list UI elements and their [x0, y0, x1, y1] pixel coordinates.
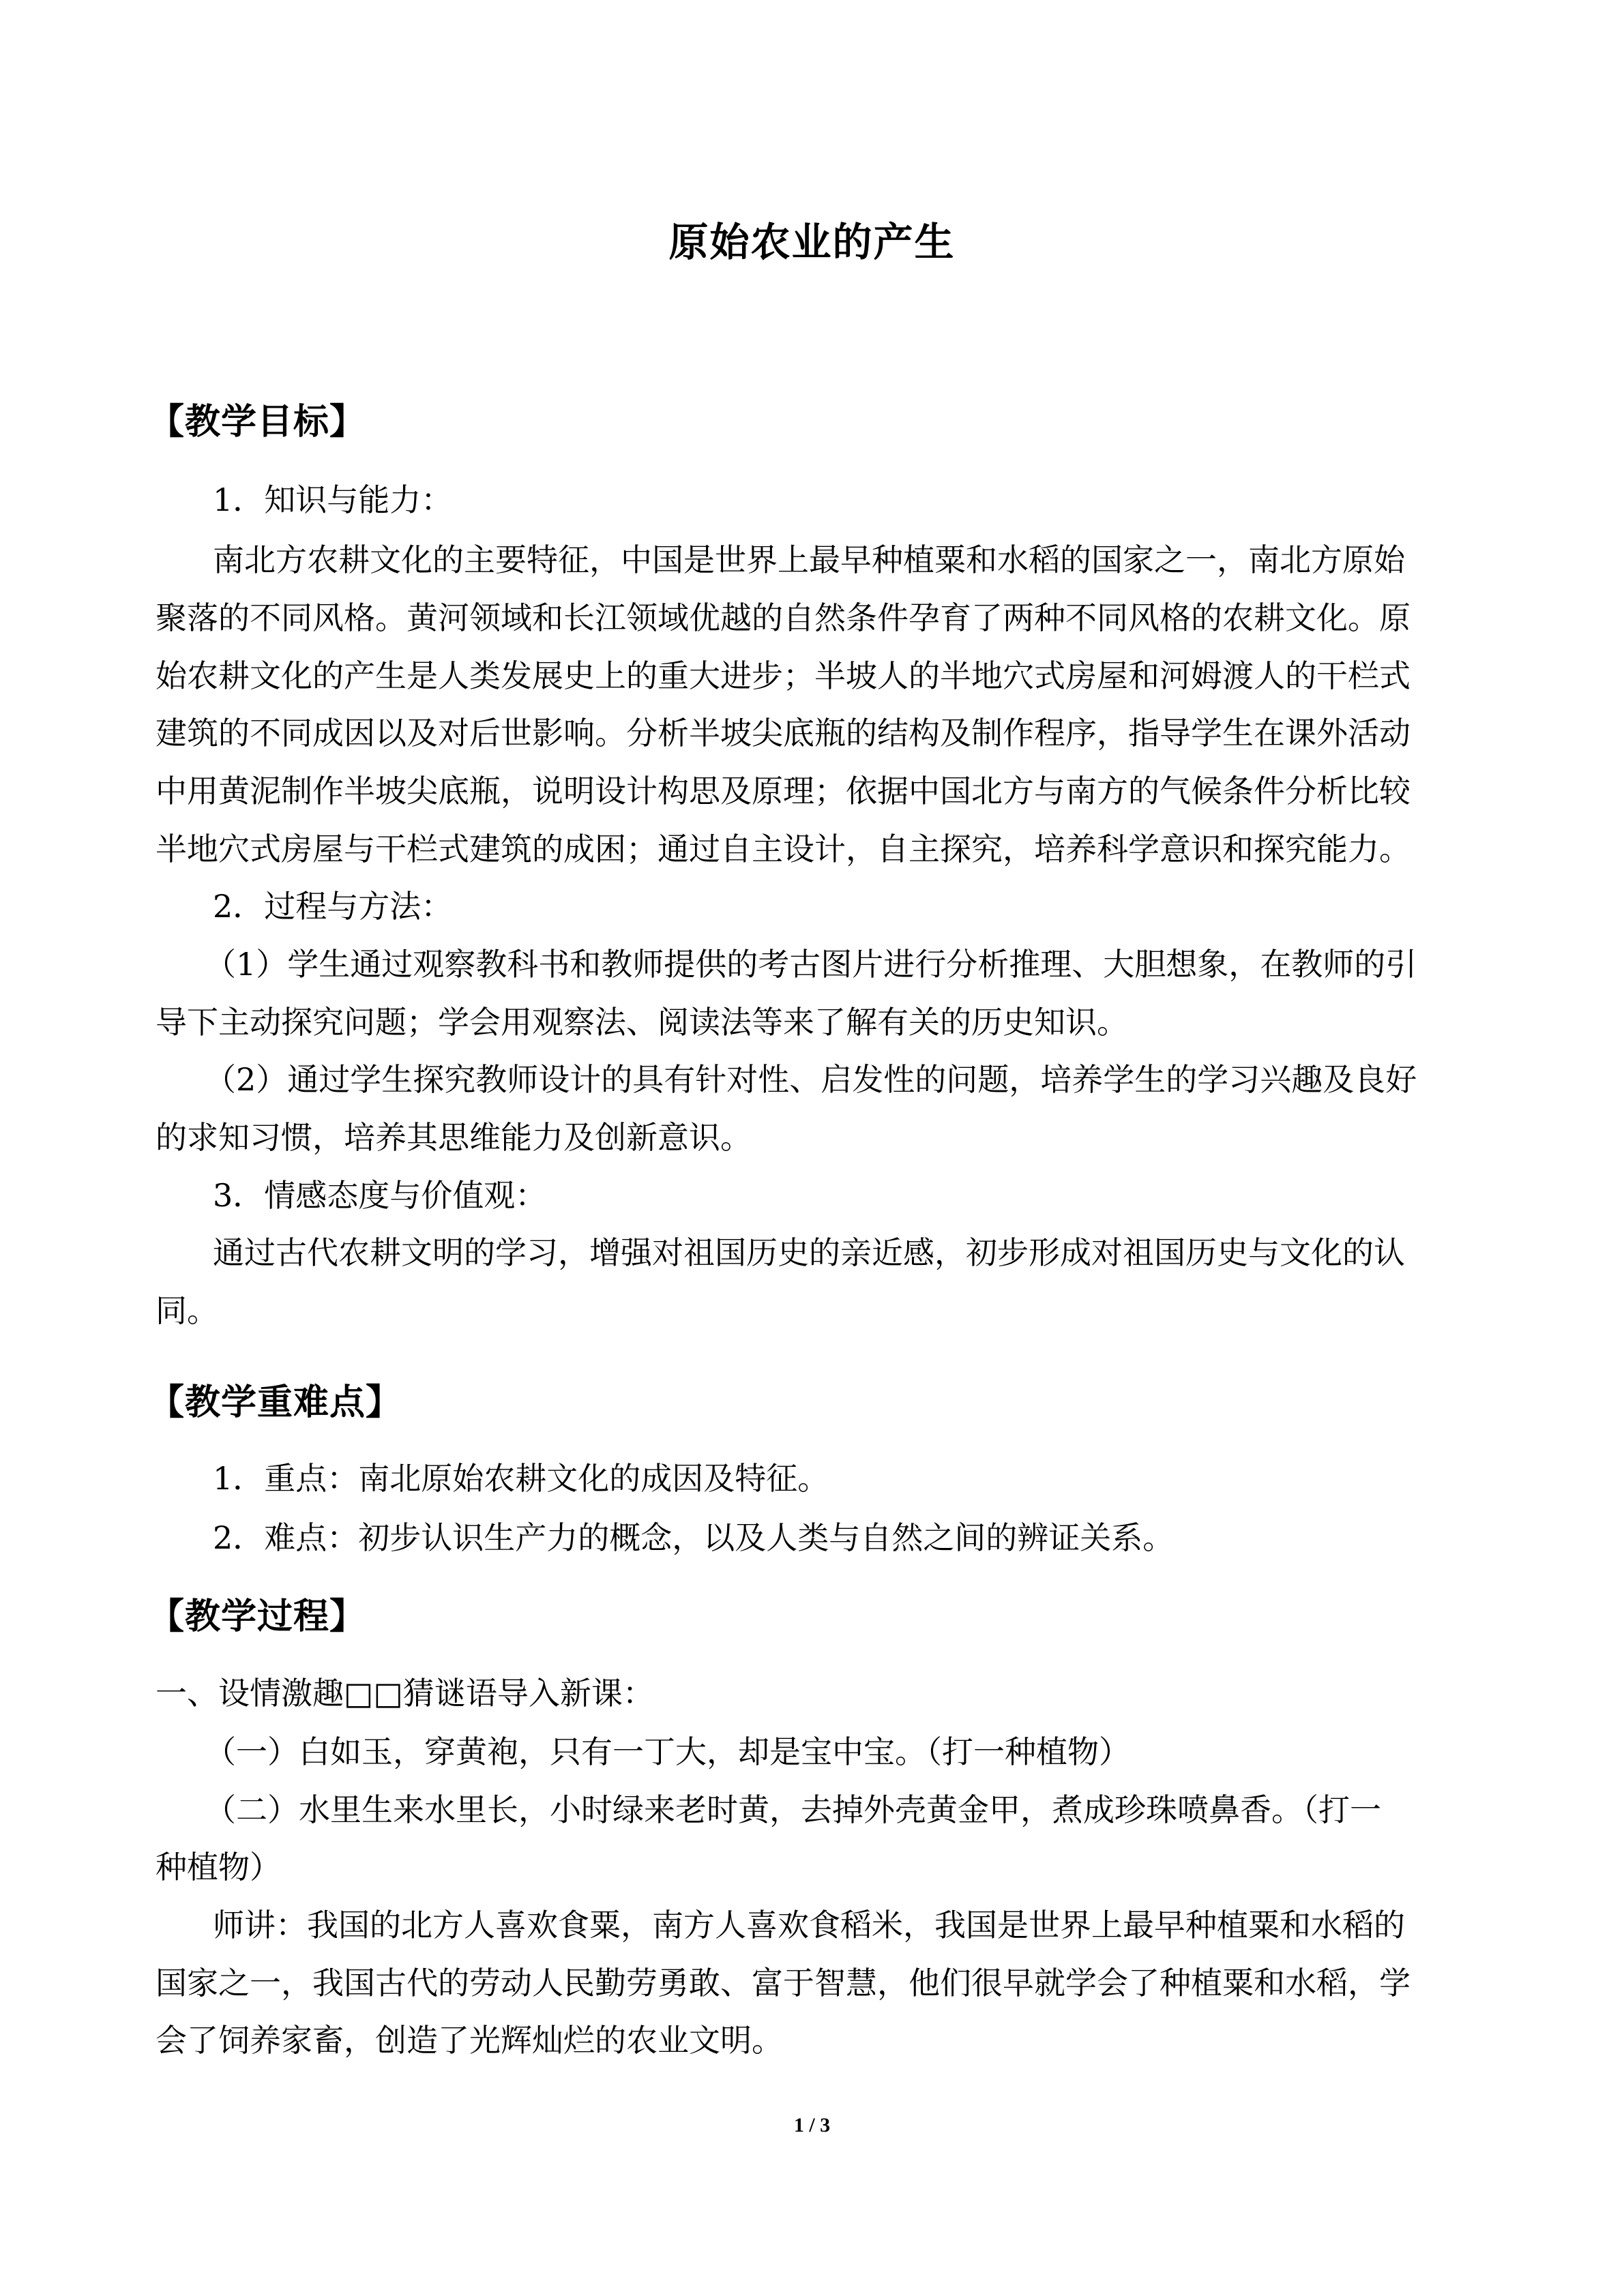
paragraph-line: （二）水里生来水里长，小时绿来老时黄，去掉外壳黄金甲，煮成珍珠喷鼻香。（打一 — [205, 1791, 1381, 1828]
section-heading-goals: 【教学目标】 — [149, 402, 366, 443]
paragraph-line: 南北方农耕文化的主要特征，中国是世界上最早种植粟和水稻的国家之一，南北方原始 — [213, 541, 1405, 578]
paragraph-line: 3．情感态度与价值观： — [213, 1177, 547, 1214]
paragraph-line: 的求知习惯，培养其思维能力及创新意识。 — [156, 1119, 752, 1156]
paragraph-line: 导下主动探究问题；学会用观察法、阅读法等来了解有关的历史知识。 — [156, 1004, 1128, 1041]
paragraph-line: 2．过程与方法： — [213, 888, 453, 925]
paragraph-line: 2．难点：初步认识生产力的概念，以及人类与自然之间的辨证关系。 — [213, 1519, 1175, 1556]
section-heading-process: 【教学过程】 — [149, 1596, 366, 1637]
section-heading-keypoints: 【教学重难点】 — [149, 1382, 402, 1423]
paragraph-line: 1．重点：南北原始农耕文化的成因及特征。 — [213, 1460, 829, 1497]
paragraph-line: （2）通过学生探究教师设计的具有针对性、启发性的问题，培养学生的学习兴趣及良好 — [205, 1061, 1417, 1098]
paragraph-line: 国家之一，我国古代的劳动人民勤劳勇敢、富于智慧，他们很早就学会了种植粟和水稻，学 — [156, 1965, 1411, 2001]
paragraph-line: 建筑的不同成因以及对后世影响。分析半坡尖底瓶的结构及制作程序，指导学生在课外活动 — [156, 715, 1411, 751]
paragraph-line: 半地穴式房屋与干栏式建筑的成困；通过自主设计，自主探究，培养科学意识和探究能力。 — [156, 831, 1411, 867]
paragraph-line: 会了饲养家畜，创造了光辉灿烂的农业文明。 — [156, 2022, 783, 2059]
paragraph-line: 始农耕文化的产生是人类发展史上的重大进步；半坡人的半地穴式房屋和河姆渡人的干栏式 — [156, 657, 1411, 694]
paragraph-line: 种植物） — [156, 1849, 281, 1885]
paragraph-line: 师讲：我国的北方人喜欢食粟，南方人喜欢食稻米，我国是世界上最早种植粟和水稻的 — [213, 1907, 1405, 1943]
paragraph-line: 中用黄泥制作半坡尖底瓶，说明设计构思及原理；依据中国北方与南方的气候条件分析比较 — [156, 773, 1411, 809]
document-title: 原始农业的产生 — [668, 219, 956, 265]
page-number: 1 / 3 — [793, 2114, 831, 2136]
paragraph-line: （1）学生通过观察教科书和教师提供的考古图片进行分析推理、大胆想象，在教师的引 — [205, 946, 1417, 983]
paragraph-line: 一、设情激趣□□猜谜语导入新课： — [156, 1675, 654, 1712]
paragraph-line: 1．知识与能力： — [213, 481, 453, 518]
paragraph-line: 聚落的不同风格。黄河领域和长江领域优越的自然条件孕育了两种不同风格的农耕文化。原 — [156, 599, 1411, 636]
paragraph-line: 同。 — [156, 1292, 218, 1329]
paragraph-line: （一）白如玉，穿黄袍，只有一丁大，却是宝中宝。（打一种植物） — [205, 1733, 1130, 1770]
paragraph-line: 通过古代农耕文明的学习，增强对祖国历史的亲近感，初步形成对祖国历史与文化的认 — [213, 1234, 1405, 1271]
